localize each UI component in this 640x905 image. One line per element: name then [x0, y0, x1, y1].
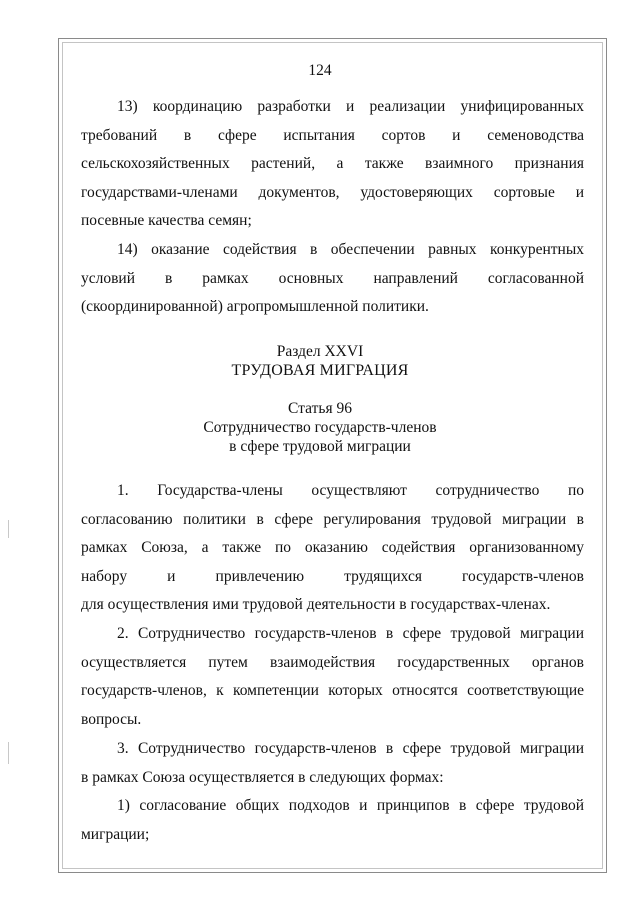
section-label: Раздел XXVI	[276, 343, 364, 360]
text-line: сельскохозяйственных растений, а также взаимного признания	[81, 155, 584, 173]
text-line: условий в рамках основных направлений согласованной	[81, 269, 584, 287]
text-line: 3. Сотрудничество государств-членов в сфере трудовой миграции	[117, 740, 584, 757]
text-line: вопросы.	[81, 710, 142, 728]
text-line: для осуществления ими трудовой деятельности в государствах-членах.	[81, 596, 551, 614]
text-line: государствами-членами документов, удостоверяющих сортовые и	[81, 183, 584, 201]
scan-artifact	[8, 520, 9, 538]
text-line: посевные качества семян;	[81, 212, 252, 230]
text-line: (скоординированной) агропромышленной политики.	[81, 298, 429, 316]
text-line: 14) оказание содействия в обеспечении равных конкурентных	[117, 241, 584, 258]
article-paragraph-1	[81, 477, 584, 620]
paragraph-item-14	[81, 236, 584, 322]
text-line: согласованию политики в сфере регулирования трудовой миграции в	[81, 510, 584, 528]
text-line: миграции;	[81, 825, 150, 843]
text-line: рамках Союза, а также по оказанию содействия организованному	[81, 539, 584, 557]
article-title-line-1: Сотрудничество государств-членов	[203, 419, 437, 436]
text-line: осуществляется путем взаимодействия государственных органов	[81, 653, 584, 671]
scan-artifact	[8, 742, 9, 764]
article-subitem-1	[81, 792, 584, 849]
text-line: требований в сфере испытания сортов и семеноводства	[81, 126, 584, 144]
article-title-line-2: в сфере трудовой миграции	[229, 438, 411, 455]
article-paragraph-3	[81, 735, 584, 792]
text-line: 1. Государства-члены осуществляют сотрудничество по	[117, 482, 584, 499]
text-line: 1) согласование общих подходов и принципов в сфере трудовой	[117, 797, 584, 814]
text-line: 2. Сотрудничество государств-членов в сфере трудовой миграции	[117, 625, 584, 642]
text-line: 13) координацию разработки и реализации унифицированных	[117, 98, 584, 115]
text-line: набору и привлечению трудящихся государств-членов	[81, 567, 584, 585]
article-label: Статья 96	[288, 400, 352, 417]
paragraph-item-13	[81, 93, 584, 236]
text-line: в рамках Союза осуществляется в следующих формах:	[81, 768, 444, 786]
text-line: государств-членов, к компетенции которых относятся соответствующие	[81, 682, 584, 700]
section-title: ТРУДОВАЯ МИГРАЦИЯ	[231, 362, 409, 379]
page-number: 124	[308, 62, 332, 79]
article-paragraph-2	[81, 620, 584, 734]
